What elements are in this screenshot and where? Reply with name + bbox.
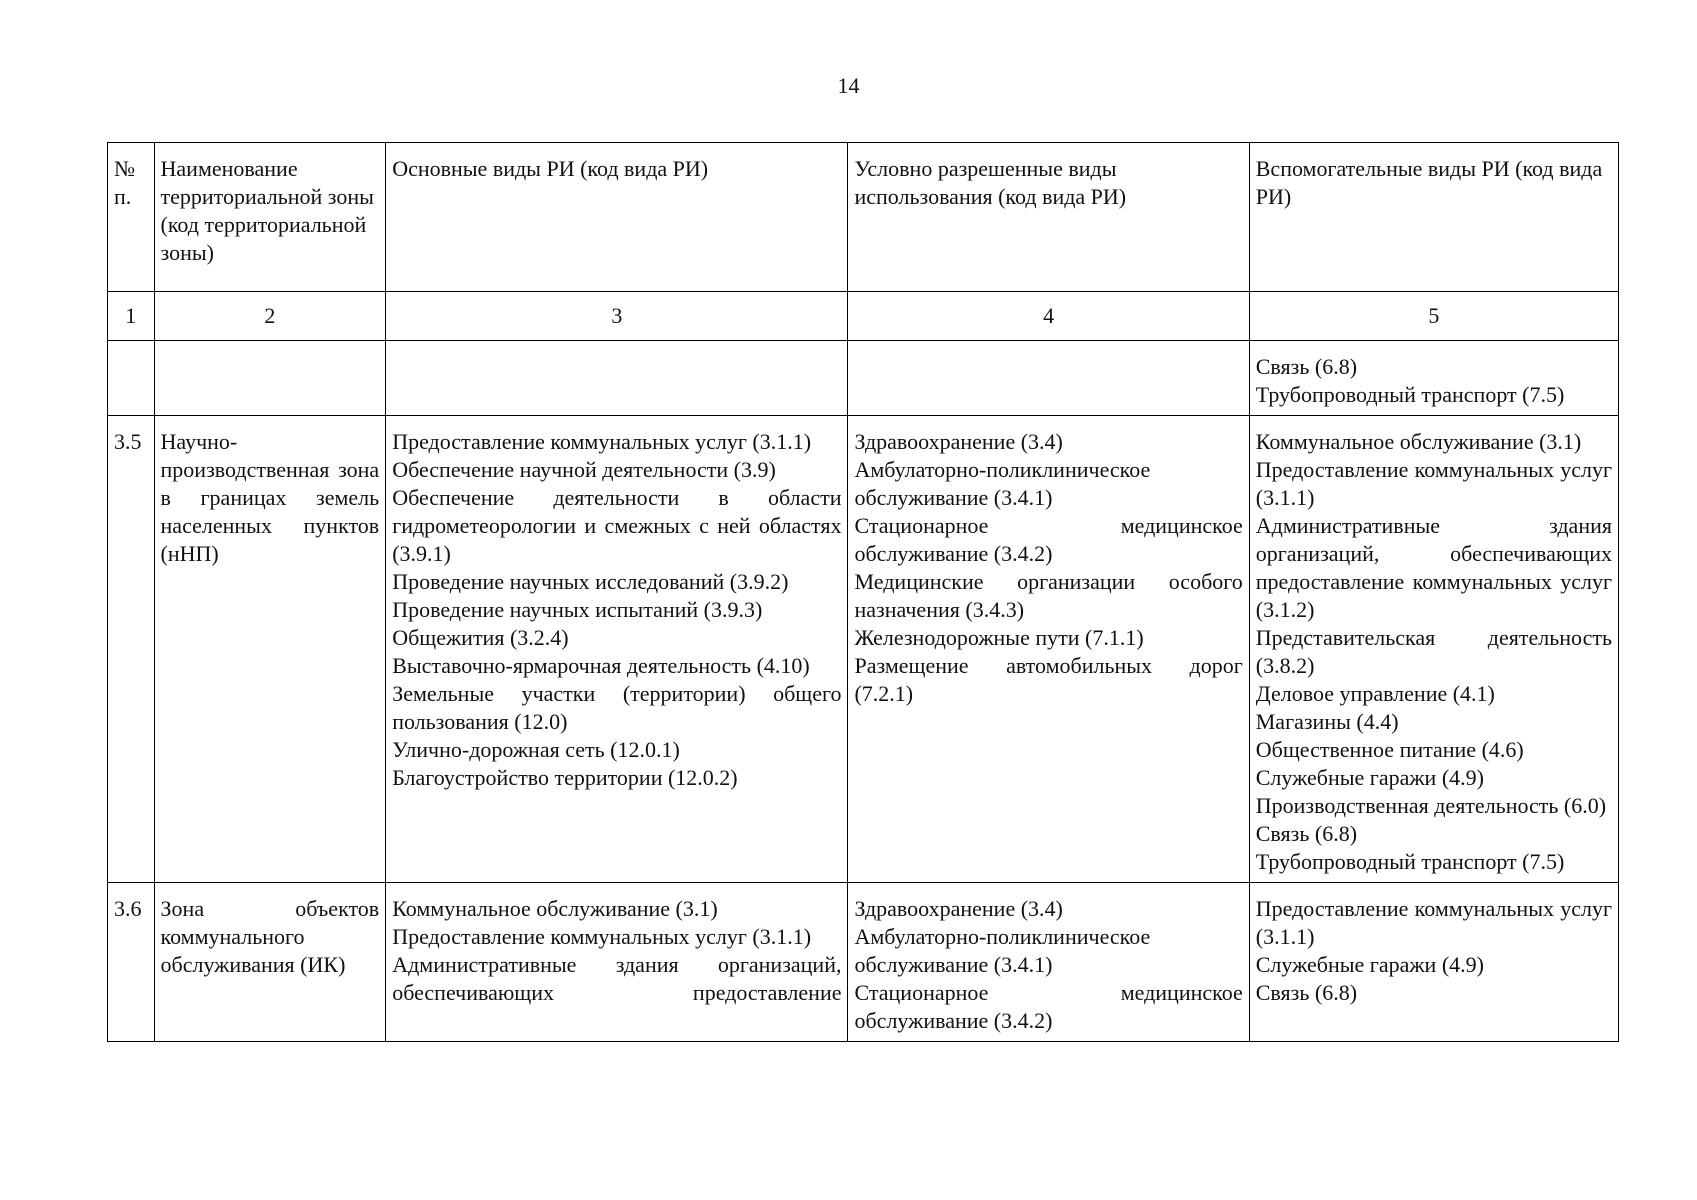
column-number: 2 [154, 292, 386, 341]
zone-name: Научно-производственная зона в границах земель населенных пунктов (нНП) [154, 416, 386, 883]
conditional-uses-cell [848, 883, 1249, 1042]
column-number: 3 [386, 292, 848, 341]
list-item: Производственная деятельность (6.0) [1255, 793, 1607, 818]
list-item: Предоставление коммунальных услуг (3.1.1) [1255, 457, 1612, 510]
row-number [108, 341, 155, 416]
header-conditional-uses: Условно разрешенные виды использования (код вида РИ) [848, 143, 1249, 292]
list-item: Административные здания организаций, обеспечивающих предоставление коммунальных услуг (3.1.2) [1255, 513, 1612, 622]
list-item: Предоставление коммунальных услуг (3.1.1) [1255, 896, 1612, 949]
main-uses-cell [386, 416, 848, 883]
conditional-uses-cell [848, 416, 1249, 883]
table-row [108, 341, 1619, 416]
list-item: Обеспечение научной деятельности (3.9) [392, 457, 776, 482]
list-item: Коммунальное обслуживание (3.1) [1255, 429, 1582, 454]
conditional-uses-cell [848, 341, 1249, 416]
page-number: 14 [837, 73, 860, 98]
list-item: Предоставление коммунальных услуг (3.1.1) [392, 924, 812, 949]
list-item: Общежития (3.2.4) [392, 625, 569, 650]
list-item: Амбулаторно-поликлиническое обслуживание (3.4.1) [854, 924, 1151, 977]
list-item: Предоставление коммунальных услуг (3.1.1) [392, 429, 812, 454]
list-item: Деловое управление (4.1) [1255, 681, 1495, 706]
list-item: Амбулаторно-поликлиническое обслуживание (3.4.1) [854, 457, 1151, 510]
list-item: Земельные участки (территории) общего пользования (12.0) [392, 681, 842, 734]
zone-name [154, 341, 386, 416]
list-item: Благоустройство территории (12.0.2) [392, 765, 738, 790]
column-number: 1 [108, 292, 155, 341]
list-item: Стационарное медицинское обслуживание (3.4.2) [854, 980, 1243, 1033]
list-item: Проведение научных испытаний (3.9.3) [392, 597, 763, 622]
list-item: Выставочно-ярмарочная деятельность (4.10) [392, 653, 810, 678]
list-item: Представительская деятельность (3.8.2) [1255, 625, 1612, 678]
list-item: Служебные гаражи (4.9) [1255, 765, 1484, 790]
list-item: Связь (6.8) [1255, 821, 1358, 846]
list-item: Связь (6.8) [1255, 980, 1358, 1005]
zones-table [107, 142, 1619, 1042]
list-item: Служебные гаражи (4.9) [1255, 952, 1484, 977]
column-number: 5 [1249, 292, 1618, 341]
row-number: 3.5 [108, 416, 155, 883]
table-row [108, 883, 1619, 1042]
column-numbers-row [108, 292, 1619, 341]
list-item: Коммунальное обслуживание (3.1) [392, 896, 718, 921]
list-item: Здравоохранение (3.4) [854, 429, 1063, 454]
list-item: Проведение научных исследований (3.9.2) [392, 569, 789, 594]
list-item: Трубопроводный транспорт (7.5) [1255, 849, 1565, 874]
header-zone-name: Наименование территориальной зоны (код территориальной зоны) [154, 143, 386, 292]
list-item: Медицинские организации особого назначения (3.4.3) [854, 569, 1243, 622]
header-number: № п. [108, 143, 155, 292]
list-item: Обеспечение деятельности в области гидрометеорологии и смежных с ней областях (3.9.1) [392, 485, 842, 566]
header-auxiliary-uses: Вспомогательные виды РИ (код вида РИ) [1249, 143, 1618, 292]
list-item: Трубопроводный транспорт (7.5) [1255, 382, 1565, 407]
list-item: Железнодорожные пути (7.1.1) [854, 625, 1144, 650]
table-row [108, 416, 1619, 883]
list-item: Административные здания организаций, обеспечивающих предоставление [392, 952, 842, 1005]
main-uses-cell [386, 883, 848, 1042]
main-uses-cell [386, 341, 848, 416]
header-main-uses: Основные виды РИ (код вида РИ) [386, 143, 848, 292]
auxiliary-uses-cell [1249, 416, 1618, 883]
list-item: Здравоохранение (3.4) [854, 896, 1063, 921]
list-item: Улично-дорожная сеть (12.0.1) [392, 737, 680, 762]
list-item: Стационарное медицинское обслуживание (3.4.2) [854, 513, 1243, 566]
column-number: 4 [848, 292, 1249, 341]
list-item: Общественное питание (4.6) [1255, 737, 1524, 762]
list-item: Размещение автомобильных дорог (7.2.1) [854, 653, 1243, 706]
row-number: 3.6 [108, 883, 155, 1042]
table-header-row [108, 143, 1619, 292]
list-item: Связь (6.8) [1255, 354, 1358, 379]
auxiliary-uses-cell [1249, 883, 1618, 1042]
list-item: Магазины (4.4) [1255, 709, 1399, 734]
zone-name: Зона объектов коммунального обслуживания (ИК) [154, 883, 386, 1042]
auxiliary-uses-cell [1249, 341, 1618, 416]
